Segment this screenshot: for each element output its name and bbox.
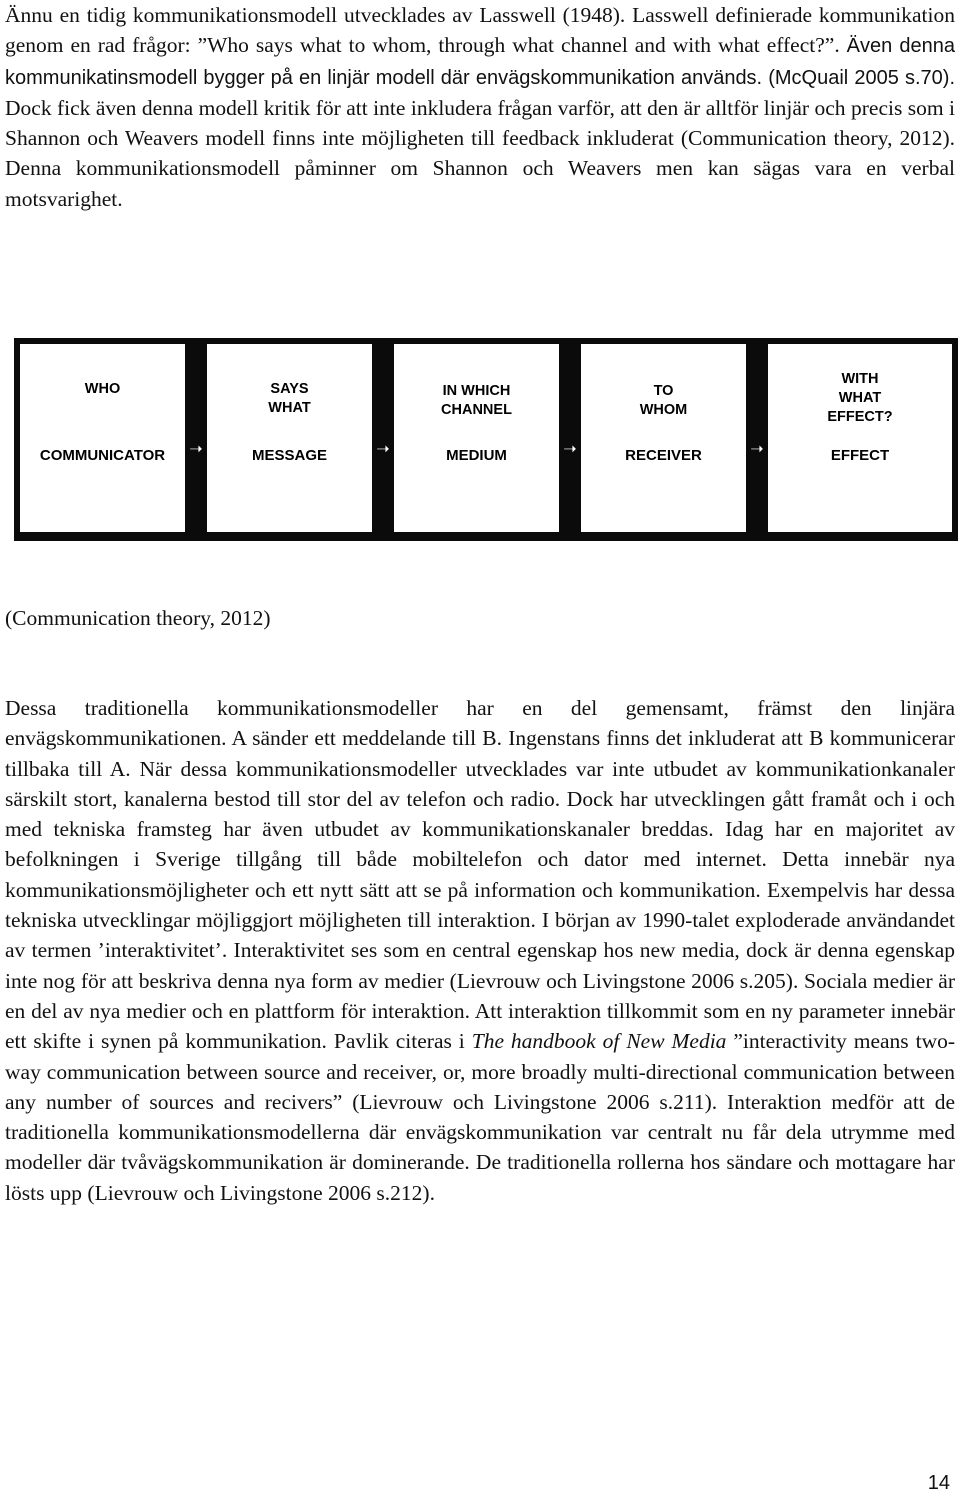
- diagram-question-says-what: SAYS WHAT: [268, 381, 311, 416]
- paragraph-lasswell-s3: Dock fick även denna modell kritik för att inte inkludera frågan varför, att den är alltför linjär och precis som i Shannon och Weavers modell finns inte möjligheten till feedback inkluderat (Communication theory, 2012). Denna kommunikationsmodell påminner om Shannon och Weavers men kan sägas vara en verbal motsvarighet.: [5, 95, 955, 211]
- diagram-role-effect: EFFECT: [830, 447, 890, 464]
- diagram-box-receiver: [581, 344, 746, 532]
- diagram-role-receiver: RECEIVER: [625, 447, 702, 464]
- paragraph-interaction-part1: Dessa traditionella kommunikationsmodeller har en del gemensamt, främst den linjära envägskommunikationen. A sänder ett meddelande till B. Ingenstans finns det inkluderat att B kommunicerar tillbaka till A. När dessa kommunikationsmodeller utvecklades var inte utbudet av kommunikationkanaler särskilt stort, kanalerna bestod till stor del av telefon och radio. Dock har utvecklingen gått framåt och i och med tekniska framsteg har även utbudet av kommunikationskanaler breddas. Idag har en majoritet av befolkningen i Sverige tillgång till både mobiltelefon och dator med internet. Detta innebär nya kommunikationsmöjligheter och ett nytt sätt att se på information och kommunikation. Exempelvis har dessa tekniska utvecklingar möjliggjort möjligheten till interaktion. I början av 1990-talet exploderade användandet av termen ’interaktivitet’. Interaktivitet ses som en central egenskap hos new media, dock är denna egenskap inte nog för att beskriva denna nya form av medier (Lievrouw och Livingstone 2006 s.205). Sociala medier är en del av nya medier och en plattform för interaktion. Att interaktion tillkommit som en ny parameter innebär ett skifte i synen på kommunikation. Pavlik citeras i: [5, 696, 955, 1054]
- paragraph-interaction: [5, 693, 955, 1208]
- arrow-right-icon: ➝: [189, 439, 203, 458]
- diagram-question-to-whom: TO WHOM: [639, 383, 688, 418]
- diagram-box-communicator: [20, 344, 185, 532]
- diagram-question-in-which-channel: IN WHICH CHANNEL: [441, 383, 512, 418]
- arrow-right-icon: ➝: [376, 439, 390, 458]
- lasswell-model-diagram: [14, 338, 958, 541]
- diagram-box-medium: [394, 344, 559, 532]
- diagram-box-effect: [768, 344, 952, 532]
- diagram-role-medium: MEDIUM: [446, 447, 507, 464]
- diagram-question-with-what-effect: WITH WHAT EFFECT?: [827, 371, 893, 425]
- paragraph-lasswell-s1: Ännu en tidig kommunikationsmodell utvecklades av Lasswell (1948). Lasswell definierade kommunikation genom en rad frågor: ”Who says what to whom, through what channel and with what effect?”.: [5, 3, 955, 58]
- diagram-box-message: [207, 344, 372, 532]
- diagram-role-message: MESSAGE: [251, 447, 327, 464]
- arrow-right-icon: ➝: [750, 439, 764, 458]
- book-title: The handbook of New Media: [471, 1029, 727, 1054]
- figure-caption: (Communication theory, 2012): [5, 606, 271, 630]
- diagram-question-who: WHO: [84, 381, 121, 397]
- arrow-right-icon: ➝: [563, 439, 577, 458]
- paragraph-lasswell-s2: Även denna kommunikatinsmodell bygger på en linjär modell där envägskommunikation används. (McQuail 2005 s.70).: [5, 35, 956, 89]
- diagram-role-communicator: COMMUNICATOR: [39, 447, 166, 464]
- paragraph-lasswell-intro: [5, 0, 955, 214]
- paragraph-interaction-part2: ”interactivity means two-way communication between source and receiver, or, more broadly multi-directional communication between any number of sources and recivers” (Lievrouw och Livingstone 2006 s.211). Interaktion medför att de traditionella kommunikationsmodellerna där envägskommunikation var centralt nu får dela utrymme med modeller där tvåvägskommunikation är dominerande. De traditionella rollerna hos sändare och mottagare har lösts upp (Lievrouw och Livingstone 2006 s.212).: [5, 1029, 956, 1205]
- page-number: 14: [927, 1472, 950, 1494]
